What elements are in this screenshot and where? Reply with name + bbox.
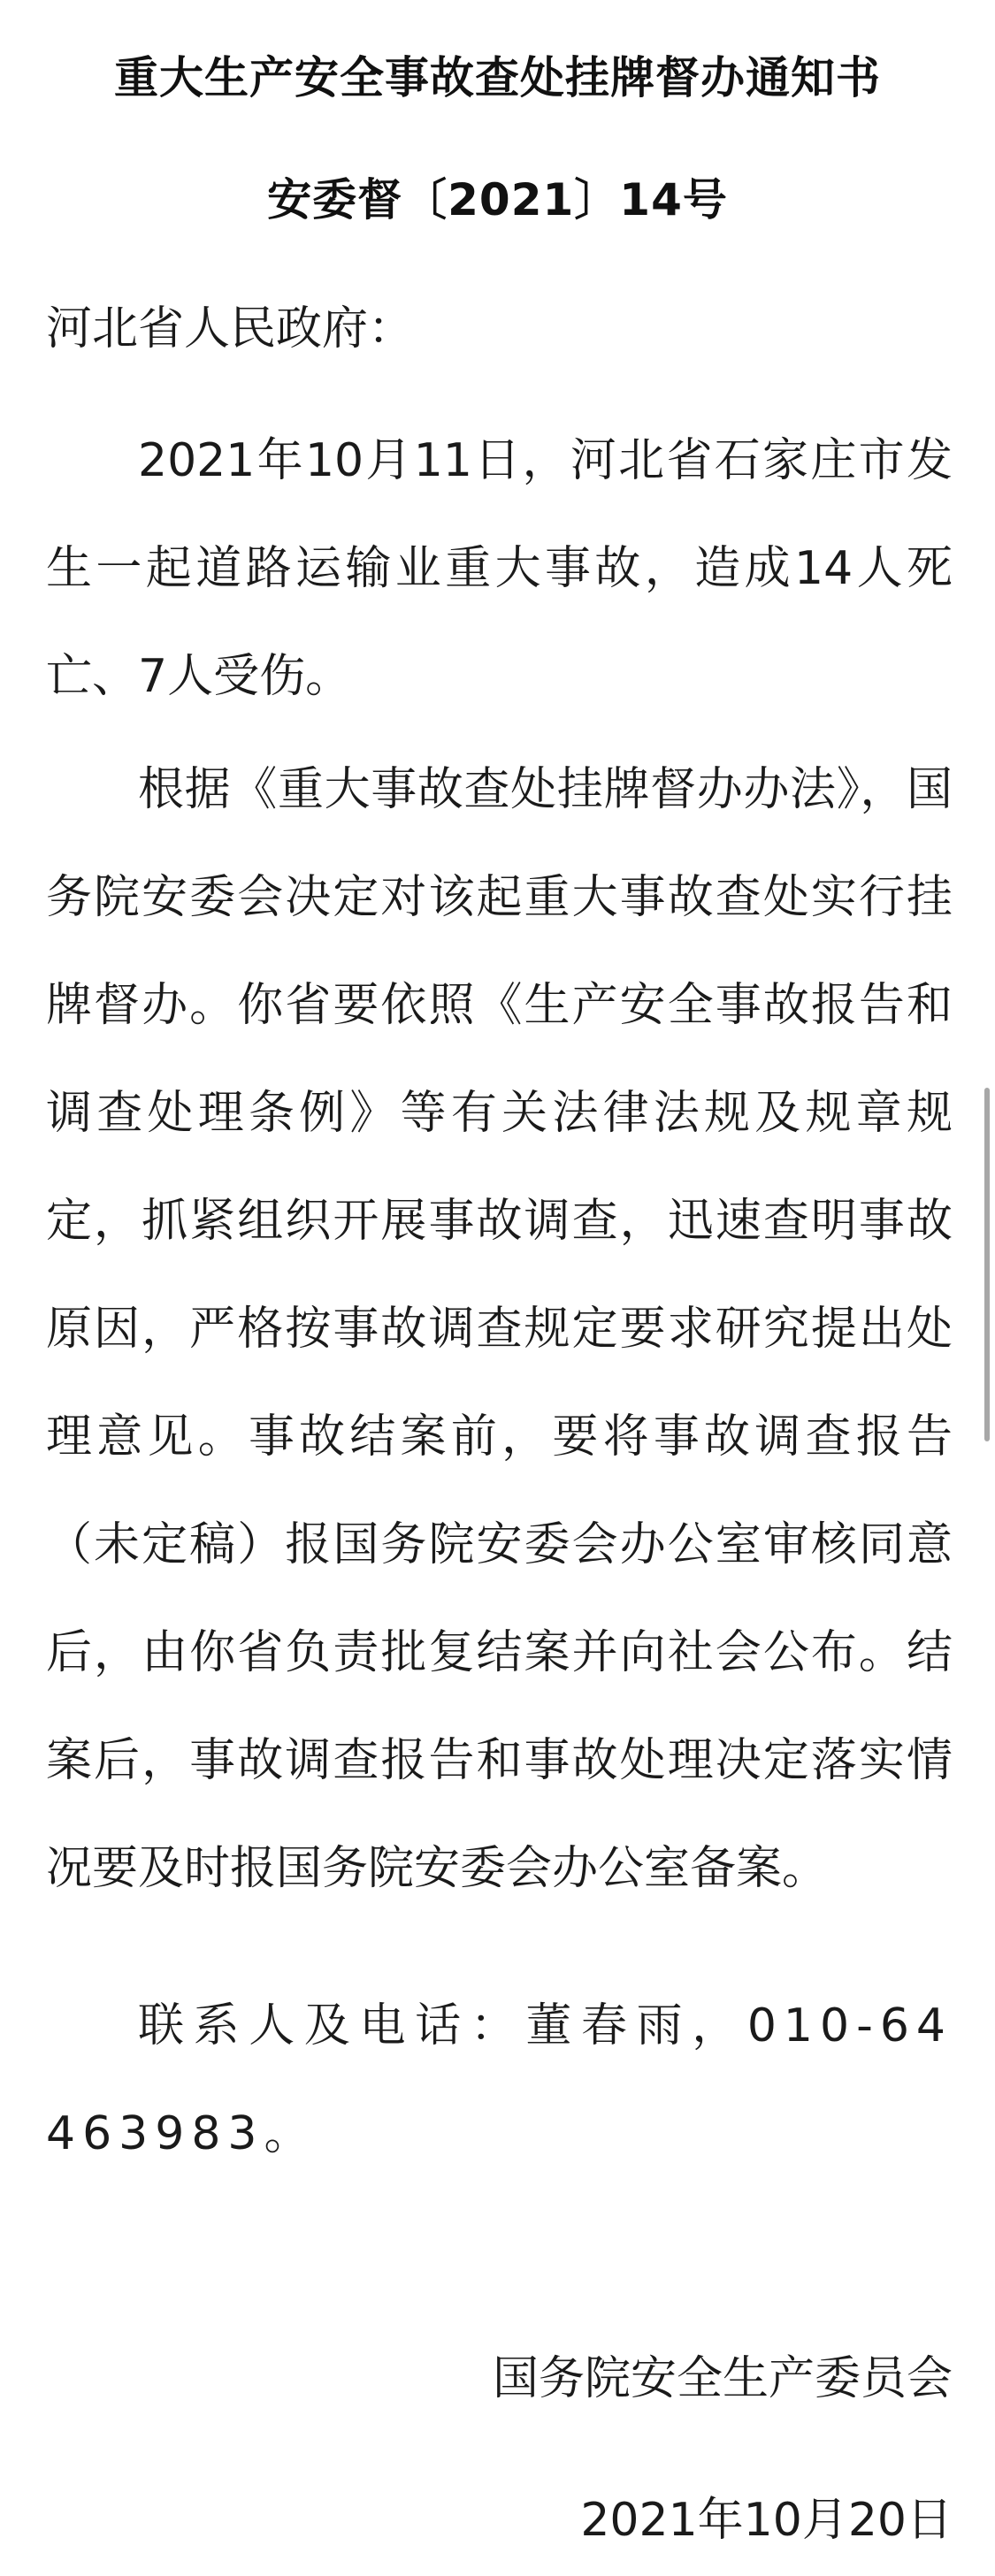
paragraph-supervision: 根据《重大事故查处挂牌督办办法》，国务院安委会决定对该起重大事故查处实行挂牌督办。你省要依照《生产安全事故报告和调查处理条例》等有关法律法规及规章规定，抓紧组织开展事故调查，迅速查明事故原因，严格按事故调查规定要求研究提出处理意见。事故结案前，要将事故调查报告（未定稿）报国务院安委会办公室审核同意后，由你省负责批复结案并向社会公布。结案后，事故调查报告和事故处理决定落实情况要及时报国务院安委会办公室备案。 [46, 763, 953, 1895]
document-number: 安委督〔2021〕14号 [267, 174, 728, 225]
addressee: 河北省人民政府： [46, 302, 415, 355]
issue-date: 2021年10月20日 [580, 2494, 953, 2547]
paragraph-contact: 联系人及电话：董春雨，010-64463983。 [46, 1999, 953, 2160]
signer: 国务院安全生产委员会 [492, 2352, 953, 2405]
document-title: 重大生产安全事故查处挂牌督办通知书 [114, 52, 881, 103]
scrollbar[interactable] [984, 1088, 990, 1441]
paragraph-incident: 2021年10月11日，河北省石家庄市发生一起道路运输业重大事故，造成14人死亡、7人受伤。 [46, 434, 953, 703]
